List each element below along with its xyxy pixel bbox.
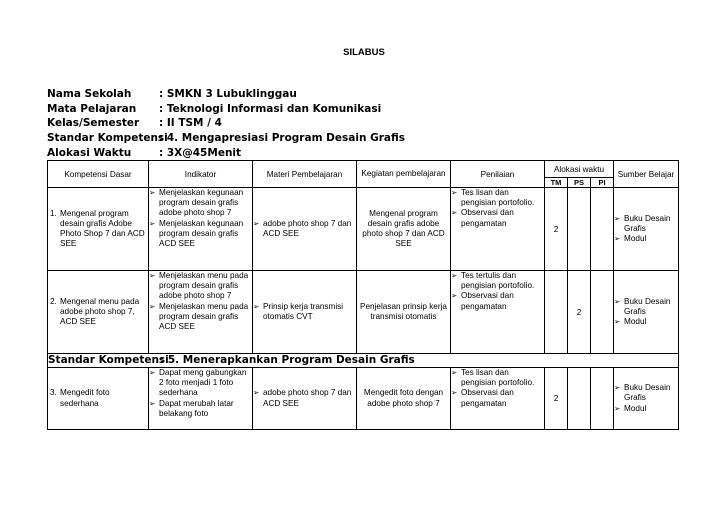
indikator-list: ➢ Menjelaskan menu pada program desain grafis adobe photo shop 7 ➢ Menjelaskan menu pada program desain grafis ACD SEE <box>149 271 252 332</box>
standar-kompetensi-value: : 5. Menerapkankan Program Desain Grafis <box>160 354 415 366</box>
indikator-list: ➢ Menjelaskan kegunaan program desain grafis adobe photo shop 7 ➢ Menjelaskan kegunaan program desain grafis ACD SEE <box>149 188 252 249</box>
header-indikator: Indikator <box>149 161 253 188</box>
sumber-list: ➢ Buku Desain Grafis ➢ Modul <box>614 383 678 414</box>
kd-cell: 2. Mengenal menu pada adobe photo shop 7, ACD SEE <box>50 296 140 327</box>
kegiatan-cell: Penjelasan prinsip kerja transmisi otomatis <box>360 301 447 321</box>
pi-cell <box>591 271 614 354</box>
table-row <box>48 271 679 354</box>
standar-kompetensi-label: Standar Kompetensi <box>48 354 169 366</box>
header-pi: PI <box>591 178 614 188</box>
pi-cell <box>591 368 614 430</box>
table-row <box>48 188 679 271</box>
header-alokasi: Alokasi waktu <box>545 161 614 178</box>
materi-list: ➢ Prinsip kerja transmisi otomatis CVT <box>253 302 356 322</box>
tm-cell: 2 <box>545 188 568 271</box>
materi-list: ➢ adobe photo shop 7 dan ACD SEE <box>253 388 356 408</box>
info-row-alokasi: Alokasi Waktu : 3X@45Menit <box>47 146 242 159</box>
penilaian-list: ➢ Tes lisan dan pengisian portofolio. ➢ Observasi dan pengamatan <box>451 188 544 229</box>
materi-list: ➢ adobe photo shop 7 dan ACD SEE <box>253 219 356 239</box>
ps-cell: 2 <box>568 271 591 354</box>
info-block <box>47 87 405 160</box>
header-sumber: Sumber Belajar <box>614 161 679 188</box>
document-title: SILABUS <box>343 47 385 58</box>
tm-cell: 2 <box>545 368 568 430</box>
ps-cell <box>568 188 591 271</box>
info-row-kelas: Kelas/Semester : II TSM / 4 <box>47 117 222 130</box>
sumber-list: ➢ Buku Desain Grafis ➢ Modul <box>614 297 678 328</box>
table-row <box>48 368 679 430</box>
kd-cell: 3. Mengedit foto sederhana <box>50 388 110 408</box>
info-row-sekolah: Nama Sekolah : SMKN 3 Lubuklinggau <box>47 88 297 100</box>
tm-cell <box>545 271 568 354</box>
penilaian-list: ➢ Tes lisan dan pengisian portofolio. ➢ Observasi dan pengamatan <box>451 368 544 409</box>
header-kompetensi-dasar: Kompetensi Dasar <box>48 161 149 188</box>
header-penilaian: Penilaian <box>451 161 545 188</box>
header-kegiatan: Kegiatan pembelajaran <box>357 161 451 188</box>
header-tm: TM <box>545 178 568 188</box>
info-row-standar: Standar Kompetensi: 4. Mengapresiasi Program Desain Grafis <box>47 132 405 145</box>
kd-cell: 1. Mengenal program desain grafis Adobe Photo Shop 7 dan ACD SEE <box>50 208 145 249</box>
penilaian-list: ➢ Tes tertulis dan pengisian portofolio. ➢ Observasi dan pengamatan <box>451 271 544 312</box>
syllabus-table <box>47 160 679 430</box>
pi-cell <box>591 188 614 271</box>
kegiatan-cell: Mengenal program desain grafis adobe photo shop 7 dan ACD SEE <box>362 208 445 249</box>
info-row-mapel: Mata Pelajaran : Teknologi Informasi dan Komunikasi <box>47 102 382 115</box>
indikator-list: ➢ Dapat meng gabungkan 2 foto menjadi 1 foto sederhana ➢ Dapat merubah latar belakang foto <box>149 368 252 419</box>
ps-cell <box>568 368 591 430</box>
kegiatan-cell: Mengedit foto dengan adobe photo shop 7 <box>363 388 444 408</box>
standar-kompetensi-row <box>48 354 679 368</box>
header-materi: Materi Pembelajaran <box>253 161 357 188</box>
sumber-list: ➢ Buku Desain Grafis ➢ Modul <box>614 214 678 245</box>
header-ps: PS <box>568 178 591 188</box>
